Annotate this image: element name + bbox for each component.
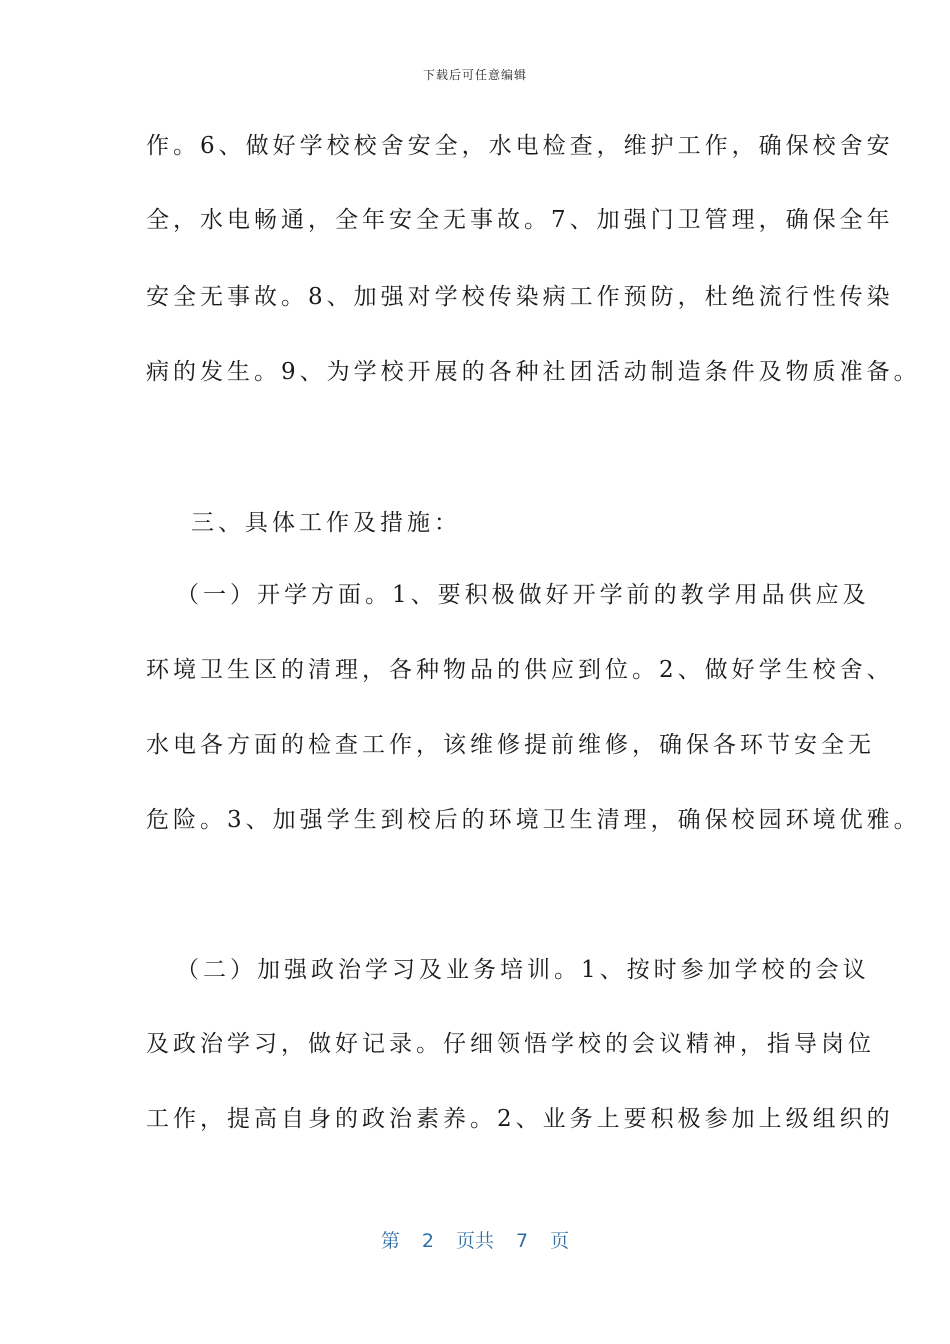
- page-footer: [0, 1226, 950, 1253]
- body-line: 作。6、做好学校校舍安全，水电检查，维护工作，确保校舍安: [146, 133, 894, 159]
- body-line: 环境卫生区的清理，各种物品的供应到位。2、做好学生校舍、: [146, 657, 894, 683]
- footer-prefix: 第: [380, 1230, 400, 1252]
- footer-total-pages: 7: [516, 1230, 529, 1252]
- section-heading: 三、具体工作及措施：: [191, 510, 461, 536]
- body-line: 工作，提高自身的政治素养。2、业务上要积极参加上级组织的: [146, 1106, 894, 1132]
- footer-suffix: 页: [550, 1230, 570, 1252]
- body-line: 危险。3、加强学生到校后的环境卫生清理，确保校园环境优雅。: [146, 807, 921, 833]
- body-line: （二）加强政治学习及业务培训。1、按时参加学校的会议: [176, 957, 870, 983]
- body-line: 病的发生。9、为学校开展的各种社团活动制造条件及物质准备。: [146, 359, 921, 385]
- footer-middle: 页共: [455, 1230, 494, 1252]
- body-line: （一）开学方面。1、要积极做好开学前的教学用品供应及: [176, 582, 870, 608]
- header-note: 下载后可任意编辑: [422, 68, 527, 82]
- footer-current-page: 2: [421, 1230, 434, 1252]
- body-line: 全，水电畅通，全年安全无事故。7、加强门卫管理，确保全年: [146, 207, 894, 233]
- body-line: 及政治学习，做好记录。仔细领悟学校的会议精神，指导岗位: [146, 1031, 875, 1057]
- body-line: 水电各方面的检查工作，该维修提前维修，确保各环节安全无: [146, 732, 875, 758]
- body-line: 安全无事故。8、加强对学校传染病工作预防，杜绝流行性传染: [146, 284, 894, 310]
